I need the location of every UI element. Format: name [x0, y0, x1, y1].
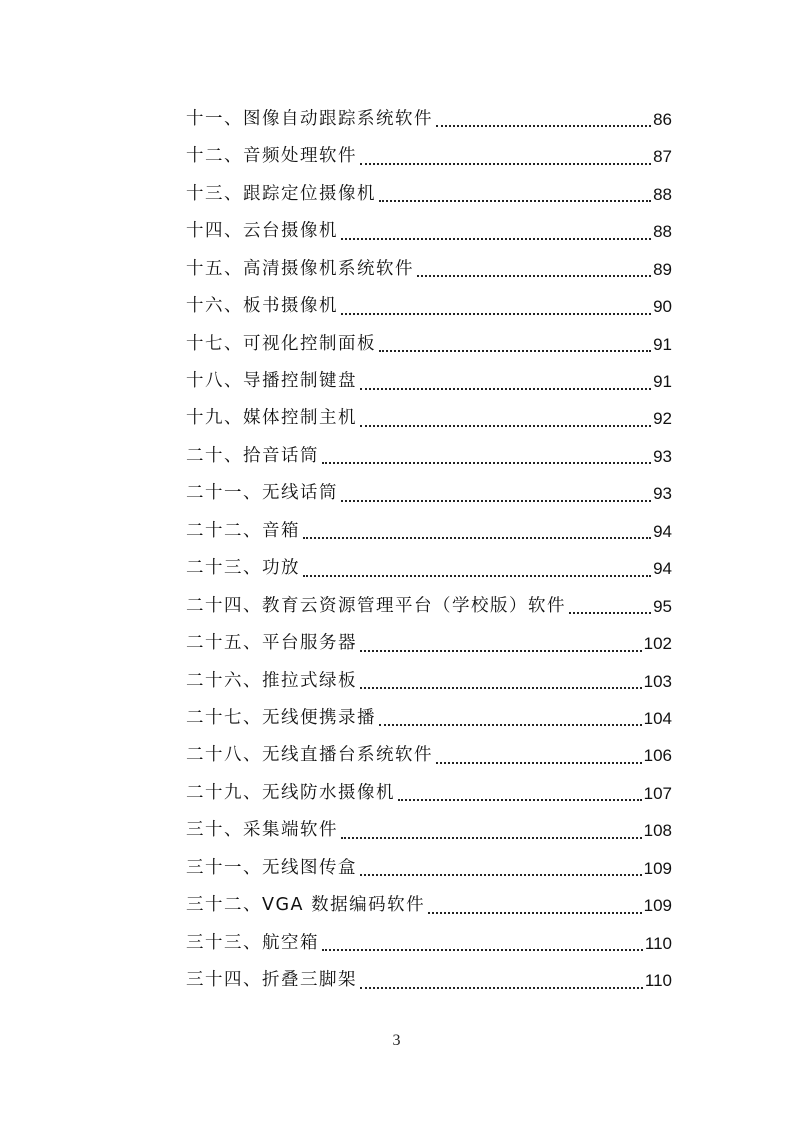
toc-entry-title: 三十三、航空箱 — [186, 932, 319, 953]
toc-entry[interactable] — [186, 513, 672, 550]
toc-entry-page-number: 89 — [653, 259, 672, 279]
toc-entry-title: 二十四、教育云资源管理平台（学校版）软件 — [186, 595, 566, 616]
toc-entry-title: 二十二、音箱 — [186, 520, 300, 541]
toc-dot-leader — [436, 124, 651, 127]
toc-entry-title: 十七、可视化控制面板 — [186, 333, 376, 354]
page-number: 3 — [392, 1032, 401, 1049]
toc-entry-page-number: 108 — [643, 821, 672, 841]
toc-entry-page-number: 109 — [643, 896, 672, 916]
toc-entry[interactable] — [186, 288, 672, 325]
toc-entry-title: 十二、音频处理软件 — [186, 146, 357, 167]
toc-entry-title: 三十二、VGA 数据编码软件 — [186, 895, 426, 916]
toc-entry-title: 二十一、无线话筒 — [186, 483, 338, 504]
toc-entry-page-number: 106 — [643, 746, 672, 766]
toc-entry[interactable] — [186, 737, 672, 774]
toc-entry[interactable] — [186, 475, 672, 512]
toc-entry-page-number: 110 — [644, 933, 672, 953]
toc-dot-leader — [417, 274, 651, 277]
toc-entry-page-number: 95 — [653, 596, 672, 616]
toc-entry-title: 二十六、推拉式绿板 — [186, 670, 357, 691]
toc-entry-title: 十六、板书摄像机 — [186, 296, 338, 317]
toc-entry-title: 三十四、折叠三脚架 — [186, 970, 357, 991]
toc-entry[interactable] — [186, 138, 672, 175]
toc-entry-title: 二十七、无线便携录播 — [186, 707, 376, 728]
toc-entry-page-number: 93 — [653, 446, 672, 466]
toc-entry-page-number: 94 — [653, 521, 672, 541]
toc-dot-leader — [569, 611, 651, 614]
toc-entry-page-number: 90 — [653, 297, 672, 317]
toc-entry-page-number: 92 — [653, 409, 672, 429]
toc-dot-leader — [360, 424, 651, 427]
toc-dot-leader — [360, 986, 643, 989]
toc-entry[interactable] — [186, 101, 672, 138]
toc-entry-page-number: 93 — [653, 484, 672, 504]
toc-dot-leader — [303, 574, 651, 577]
toc-entry-title: 十三、跟踪定位摄像机 — [186, 183, 376, 204]
toc-entry[interactable] — [186, 925, 672, 962]
toc-dot-leader — [303, 536, 651, 539]
toc-entry-title: 二十五、平台服务器 — [186, 633, 357, 654]
toc-entry-page-number: 86 — [653, 109, 672, 129]
toc-dot-leader — [360, 873, 642, 876]
toc-dot-leader — [341, 312, 651, 315]
toc-entry[interactable] — [186, 363, 672, 400]
toc-entry[interactable] — [186, 588, 672, 625]
toc-dot-leader — [379, 723, 642, 726]
toc-entry-page-number: 88 — [653, 184, 672, 204]
toc-dot-leader — [360, 686, 642, 689]
toc-entry-page-number: 88 — [653, 222, 672, 242]
toc-entry-page-number: 110 — [644, 971, 672, 991]
toc-dot-leader — [341, 836, 642, 839]
toc-entry-title: 二十九、无线防水摄像机 — [186, 782, 395, 803]
toc-entry[interactable] — [186, 812, 672, 849]
toc-entry-title: 二十三、功放 — [186, 558, 300, 579]
toc-entry-title: 十五、高清摄像机系统软件 — [186, 258, 414, 279]
toc-dot-leader — [360, 387, 651, 390]
toc-entry[interactable] — [186, 176, 672, 213]
toc-entry-title: 十一、图像自动跟踪系统软件 — [186, 108, 433, 129]
toc-entry[interactable] — [186, 401, 672, 438]
toc-entry-page-number: 91 — [653, 334, 672, 354]
toc-dot-leader — [436, 761, 642, 764]
toc-entry-title: 十四、云台摄像机 — [186, 221, 338, 242]
toc-dot-leader — [428, 911, 642, 914]
toc-entry-page-number: 104 — [643, 708, 672, 728]
toc-entry-page-number: 107 — [643, 783, 672, 803]
toc-entry[interactable] — [186, 663, 672, 700]
toc-entry[interactable] — [186, 700, 672, 737]
toc-entry-page-number: 87 — [653, 147, 672, 167]
toc-dot-leader — [360, 162, 651, 165]
toc-entry-page-number: 91 — [653, 372, 672, 392]
toc-dot-leader — [379, 199, 651, 202]
toc-entry-title: 三十一、无线图传盒 — [186, 857, 357, 878]
toc-dot-leader — [322, 461, 651, 464]
toc-entry[interactable] — [186, 887, 672, 924]
toc-entry[interactable] — [186, 251, 672, 288]
toc-entry-title: 二十、拾音话筒 — [186, 445, 319, 466]
toc-entry-page-number: 94 — [653, 559, 672, 579]
toc-entry-title: 二十八、无线直播台系统软件 — [186, 745, 433, 766]
toc-entry[interactable] — [186, 962, 672, 999]
toc-entry[interactable] — [186, 850, 672, 887]
toc-entry[interactable] — [186, 438, 672, 475]
toc-dot-leader — [398, 798, 642, 801]
toc-entry[interactable] — [186, 213, 672, 250]
toc-entry[interactable] — [186, 775, 672, 812]
toc-entry-page-number: 102 — [643, 634, 672, 654]
toc-dot-leader — [341, 499, 651, 502]
toc-dot-leader — [379, 349, 651, 352]
toc-dot-leader — [341, 237, 651, 240]
toc-entry-title: 十九、媒体控制主机 — [186, 408, 357, 429]
toc-entry[interactable] — [186, 550, 672, 587]
toc-dot-leader — [360, 649, 642, 652]
toc-entry[interactable] — [186, 625, 672, 662]
table-of-contents — [186, 101, 672, 1000]
toc-entry[interactable] — [186, 326, 672, 363]
toc-entry-title: 三十、采集端软件 — [186, 820, 338, 841]
toc-entry-title: 十八、导播控制键盘 — [186, 371, 357, 392]
toc-entry-page-number: 103 — [643, 671, 672, 691]
toc-entry-page-number: 109 — [643, 858, 672, 878]
toc-dot-leader — [322, 948, 643, 951]
